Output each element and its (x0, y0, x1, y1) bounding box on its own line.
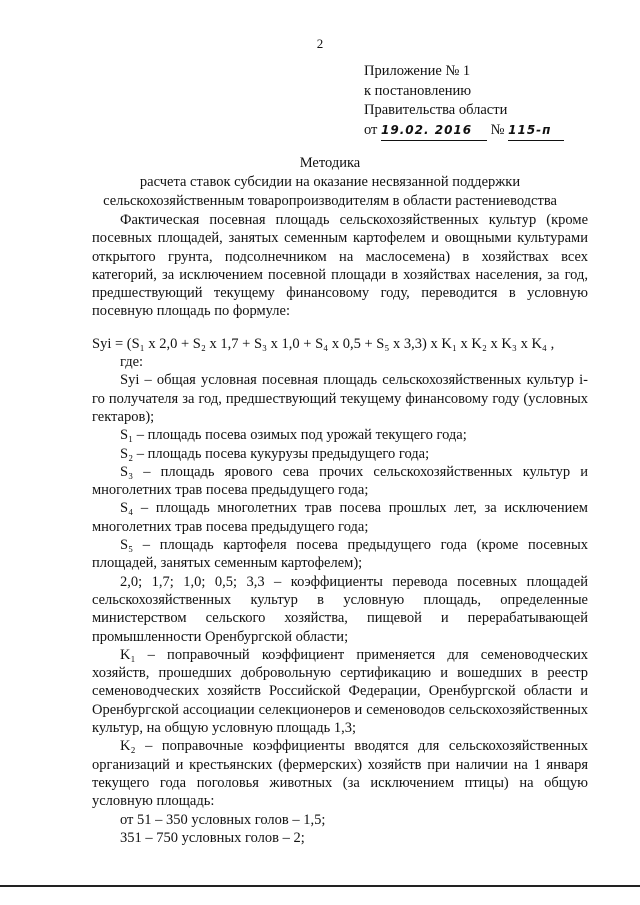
number-label: № (490, 121, 505, 138)
document-body (92, 211, 588, 847)
appendix-line-resolution: к постановлению (364, 82, 472, 99)
definition-syi: Syi – общая условная посевная площадь сельскохозяйственных культур i-го получателя за год, предшествующий текущему финансовому году (условных гектаров); (92, 372, 588, 425)
appendix-title: Приложение № 1 (364, 63, 471, 79)
appendix-date-line (364, 121, 564, 142)
title-line-2: сельскохозяйственным товаропроизводителям в области растениеводства (103, 193, 557, 209)
appendix-line-government: Правительства области (364, 102, 508, 118)
bottom-rule (0, 885, 640, 887)
title-heading: Методика (299, 155, 361, 171)
handwritten-number: 115-п (508, 122, 552, 137)
document-title (60, 154, 600, 211)
k2-range-2: 351 – 750 условных голов – 2; (120, 829, 305, 846)
definition-k2: K₂ – поправочные коэффициенты вводятся для сельскохозяйственных организаций и крестьянских (фермерских) хозяйств при наличии на 1 января текущего года поголовья животных (за исключением птицы) на общую условную площадь: (92, 738, 588, 810)
definition-s2: S₂ – площадь посева кукурузы предыдущего года; (120, 445, 430, 462)
intro-paragraph: Фактическая посевная площадь сельскохозяйственных культур (кроме посевных площадей, занятых семенным картофелем и овощными культурами открытого грунта, подсолнечником на маслосемена) в хозяйствах всех категорий, за исключением посевной площади в хозяйствах населения, за год, предшествующий текущему финансовому году, переводится в условную посевную площадь по формуле: (92, 212, 588, 320)
definition-s1: S₁ – площадь посева озимых под урожай текущего года; (120, 427, 467, 444)
formula: Syi = (S₁ x 2,0 + S₂ x 1,7 + S₃ x 1,0 + S₄ x 0,5 + S₅ x 3,3) x K₁ x K₂ x K₃ x K₄ , (92, 335, 555, 352)
definition-k1: K₁ – поправочный коэффициент применяется для семеноводческих хозяйств, прошедших добровольную сертификацию и вошедших в реестр семеноводческих хозяйств Российской Федерации, Оренбургской области и Оренбургской ассоциации селекционеров и семеноводов сельскохозяйственных культур, на общую условную площадь 1,3; (92, 646, 588, 737)
k2-range-1: от 51 – 350 условных голов – 1,5; (120, 811, 326, 828)
definition-s3: S₃ – площадь ярового сева прочих сельскохозяйственных культур и многолетних трав посева предыдущего года; (92, 463, 588, 499)
definition-coefficients: 2,0; 1,7; 1,0; 0,5; 3,3 – коэффициенты перевода посевных площадей сельскохозяйственных культур в условную площадь, определенные министерством сельского хозяйства, пищевой и перерабатывающей промышленности Оренбургской области; (92, 573, 588, 645)
title-line-1: расчета ставок субсидии на оказание несвязанной поддержки (139, 174, 521, 190)
from-label: от (364, 121, 378, 138)
where-label: где: (120, 354, 144, 371)
appendix-block (364, 62, 564, 141)
handwritten-date: 19.02. 2016 (381, 122, 473, 137)
definition-s4: S₄ – площадь многолетних трав посева прошлых лет, за исключением многолетних трав посева предыдущего года; (92, 500, 588, 535)
page-number: 2 (316, 36, 324, 51)
definition-s5: S₅ – площадь картофеля посева предыдущего года (кроме посевных площадей, занятых семенным картофелем); (92, 537, 588, 572)
